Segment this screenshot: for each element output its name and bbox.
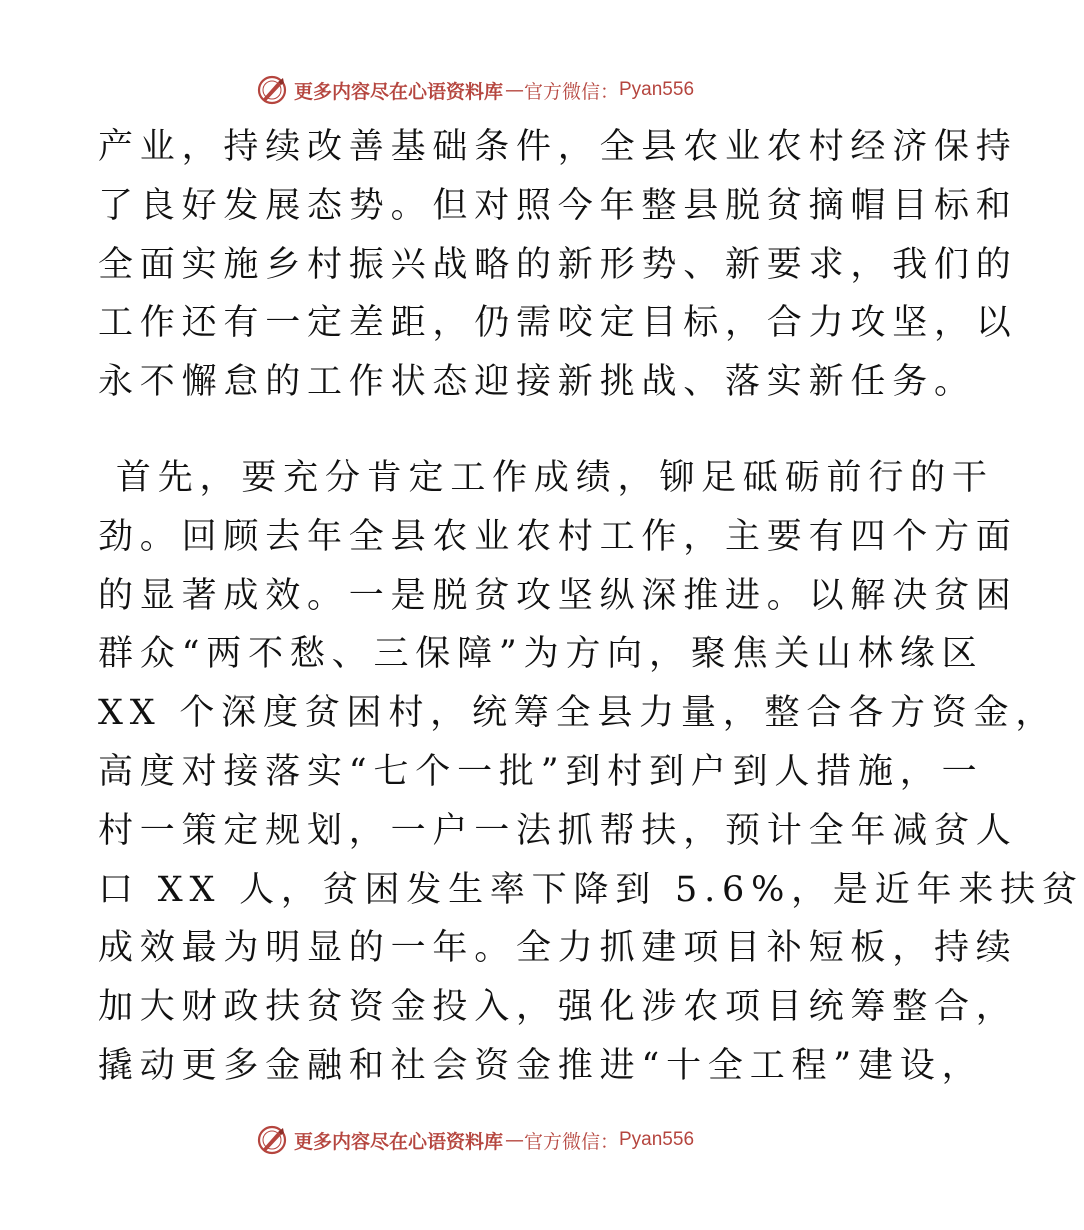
paragraph-gap	[98, 412, 858, 449]
text-line: 劲。回顾去年全县农业农村工作，主要有四个方面	[98, 516, 1018, 557]
text-line: 撬动更多金融和社会资金推进“十全工程”建设，	[98, 1045, 984, 1086]
text-line: 产业，持续改善基础条件，全县农业农村经济保持	[98, 127, 1018, 167]
paragraph-2	[98, 449, 1084, 1096]
document-body	[98, 118, 1084, 1096]
text-line: 永不懈怠的工作状态迎接新挑战、落实新任务。	[98, 362, 976, 403]
paragraph-1	[98, 118, 1018, 412]
text-line: 群众“两不愁、三保障”为方向，聚焦关山林缘区	[98, 634, 984, 675]
header-watermark-banner	[0, 70, 950, 110]
watermark-contact-id: Pyan556	[619, 79, 695, 100]
watermark-contact-label: 官方微信：	[523, 80, 619, 103]
text-line: XX 个深度贫困村，统筹全县力量，整合各方资金，	[98, 693, 1058, 734]
quill-pen-seal-icon	[256, 74, 288, 106]
text-line: 口 XX 人，贫困发生率下降到 5.6%，是近年来扶贫	[98, 869, 1084, 910]
text-line: 首先，要充分肯定工作成绩，铆足砥砺前行的干	[98, 457, 994, 498]
watermark-main-text: 更多内容尽在心语资料库	[293, 80, 503, 103]
quill-pen-seal-icon	[256, 1124, 288, 1156]
text-line: 的显著成效。一是脱贫攻坚纵深推进。以解决贫困	[98, 575, 1018, 616]
watermark-text	[294, 1127, 694, 1154]
text-line: 工作还有一定差距，仍需咬定目标，合力攻坚，以	[98, 303, 1018, 344]
watermark-separator: —	[504, 79, 522, 101]
watermark-separator: —	[504, 1129, 522, 1151]
text-line: 村一策定规划，一户一法抓帮扶，预计全年减贫人	[98, 810, 1018, 851]
text-line: 加大财政扶贫资金投入，强化涉农项目统筹整合，	[98, 987, 1018, 1028]
text-line: 成效最为明显的一年。全力抓建项目补短板，持续	[98, 928, 1018, 969]
watermark-contact-id: Pyan556	[619, 1129, 695, 1150]
text-line: 高度对接落实“七个一批”到村到户到人措施，一	[98, 751, 984, 792]
watermark-main-text: 更多内容尽在心语资料库	[293, 1130, 503, 1153]
watermark-text	[294, 77, 694, 104]
text-line: 全面实施乡村振兴战略的新形势、新要求，我们的	[98, 244, 1018, 285]
text-line: 了良好发展态势。但对照今年整县脱贫摘帽目标和	[98, 185, 1018, 226]
watermark-contact-label: 官方微信：	[523, 1130, 619, 1153]
footer-watermark-banner	[0, 1120, 950, 1160]
